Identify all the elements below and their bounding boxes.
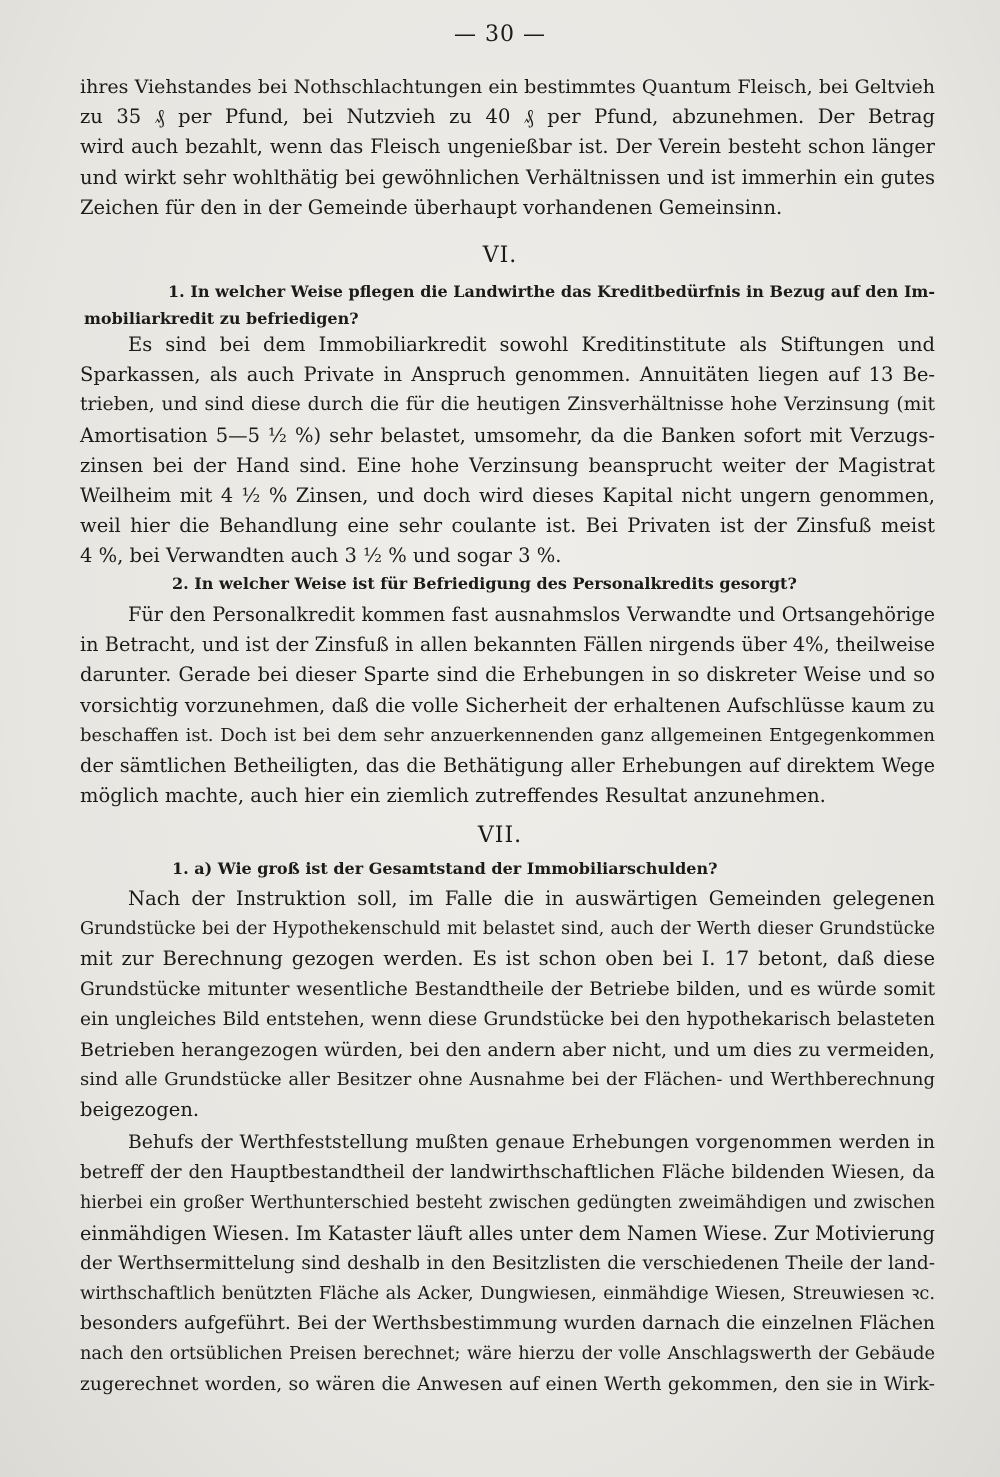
section-heading-vi: VI. [482,243,518,268]
text-line: der sämtlichen Betheiligten, das die Bethätigung aller Erhebungen auf direktem Wege [80,753,935,777]
answer-vii-1a [80,884,935,1126]
paragraph-continuation [80,72,935,223]
text-line: Behufs der Werthfeststellung mußten genaue Erhebungen vorgenommen werden in [128,1132,935,1153]
text-line: zinsen bei der Hand sind. Eine hohe Verzinsung beansprucht weiter der Magistrat [80,453,935,477]
text-line: darunter. Gerade bei dieser Sparte sind die Erhebungen in so diskreter Weise und so [80,663,935,687]
question-line: 1. a) Wie groß ist der Gesamtstand der Immobiliarschulden? [172,859,718,878]
text-line: und wirkt sehr wohlthätig bei gewöhnlichen Verhältnissen und ist immerhin ein gutes [80,165,935,189]
answer-vi-2 [80,600,935,811]
text-line: Nach der Instruktion soll, im Falle die in auswärtigen Gemeinden gelegenen [128,887,935,910]
text-line: in Betracht, und ist der Zinsfuß in allen bekannten Fällen nirgends über 4%, theilweise [80,633,935,657]
page-number: — 30 — [454,22,546,47]
text-line: vorsichtig vorzunehmen, daß die volle Sicherheit der erhaltenen Aufschlüsse kaum zu [80,693,935,717]
text-line: ein ungleiches Bild entstehen, wenn diese Grundstücke bei den hypothekarisch belasteten [80,1008,935,1030]
text-line: sind alle Grundstücke aller Besitzer ohne Ausnahme bei der Flächen- und Werthberechnung [80,1069,935,1091]
text-line: Betrieben herangezogen würden, bei den andern aber nicht, und um dies zu vermeiden, [80,1038,935,1061]
text-line: möglich machte, auch hier ein ziemlich zutreffendes Resultat anzunehmen. [80,784,826,808]
text-line: wird auch bezahlt, wenn das Fleisch ungenießbar ist. Der Verein besteht schon länger [80,135,935,159]
text-line: 4 %, bei Verwandten auch 3 ½ % und sogar 3 %. [80,544,562,568]
text-line: betreff der den Hauptbestandtheil der landwirthschaftlichen Fläche bildenden Wiesen, da [80,1162,935,1184]
text-line: Grundstücke bei der Hypothekenschuld mit belastet sind, auch der Werth dieser Grundstücke [80,919,935,940]
text-line: Sparkassen, als auch Private in Anspruch genommen. Annuitäten liegen auf 13 Be- [80,363,935,387]
text-line: beschaffen ist. Doch ist bei dem sehr anzuerkennenden ganz allgemeinen Entgegenkommen [80,724,935,746]
text-line: Es sind bei dem Immobiliarkredit sowohl Kreditinstitute als Stiftungen und [128,333,935,356]
text-line: trieben, und sind diese durch die für die heutigen Zinsverhältnisse hohe Verzinsung (mit [80,394,935,416]
question-line: mobiliarkredit zu befriedigen? [84,309,359,328]
text-line: beigezogen. [80,1098,200,1122]
text-line: zu 35 ₰ per Pfund, bei Nutzvieh zu 40 ₰ per Pfund, abzunehmen. Der Betrag [80,105,935,129]
text-line: nach den ortsüblichen Preisen berechnet; wäre hierzu der volle Anschlagswerth der Gebäude [80,1344,935,1365]
question-vi-1 [80,278,935,332]
question-line: 1. In welcher Weise pflegen die Landwirthe das Kreditbedürfnis in Bezug auf den Im- [168,282,935,301]
answer-vi-1 [80,330,935,572]
paragraph-valuation [80,1128,935,1400]
text-line: Grundstücke mitunter wesentliche Bestandtheile der Betriebe bilden, und es würde somit [80,978,935,1000]
text-line: weil hier die Behandlung eine sehr coulante ist. Bei Privaten ist der Zinsfuß meist [80,514,935,538]
text-line: der Werthsermittelung sind deshalb in den Besitzlisten die verschiedenen Theile der land- [80,1252,935,1274]
section-heading-vii: VII. [477,823,523,848]
question-vi-2 [80,570,935,597]
text-line: Amortisation 5—5 ½ %) sehr belastet, umsomehr, da die Banken sofort mit Verzugs- [80,423,935,447]
text-line: Für den Personalkredit kommen fast ausnahmslos Verwandte und Ortsangehörige [128,603,935,626]
text-line: ihres Viehstandes bei Nothschlachtungen ein bestimmtes Quantum Fleisch, bei Geltvieh [80,76,935,98]
text-line: zugerechnet worden, so wären die Anwesen auf einen Werth gekommen, den sie in Wirk- [80,1373,935,1395]
question-line: 2. In welcher Weise ist für Befriedigung des Personalkredits gesorgt? [172,574,797,593]
question-vii-1a [80,855,935,882]
text-line: Zeichen für den in der Gemeinde überhaupt vorhandenen Gemeinsinn. [80,195,783,219]
text-line: hierbei ein großer Werthunterschied besteht zwischen gedüngten zweimähdigen und zwischen [80,1193,935,1214]
text-line: einmähdigen Wiesen. Im Kataster läuft alles unter dem Namen Wiese. Zur Motivierung [80,1221,935,1245]
text-line: mit zur Berechnung gezogen werden. Es ist schon oben bei I. 17 betont, daß diese [80,947,935,971]
text-line: besonders aufgeführt. Bei der Werthsbestimmung wurden darnach die einzelnen Flächen [80,1313,935,1335]
text-line: Weilheim mit 4 ½ % Zinsen, und doch wird dieses Kapital nicht ungern genommen, [80,483,935,507]
text-line: wirthschaftlich benützten Fläche als Acker, Dungwiesen, einmähdige Wiesen, Streuwiesen ꝛc. [80,1283,935,1304]
